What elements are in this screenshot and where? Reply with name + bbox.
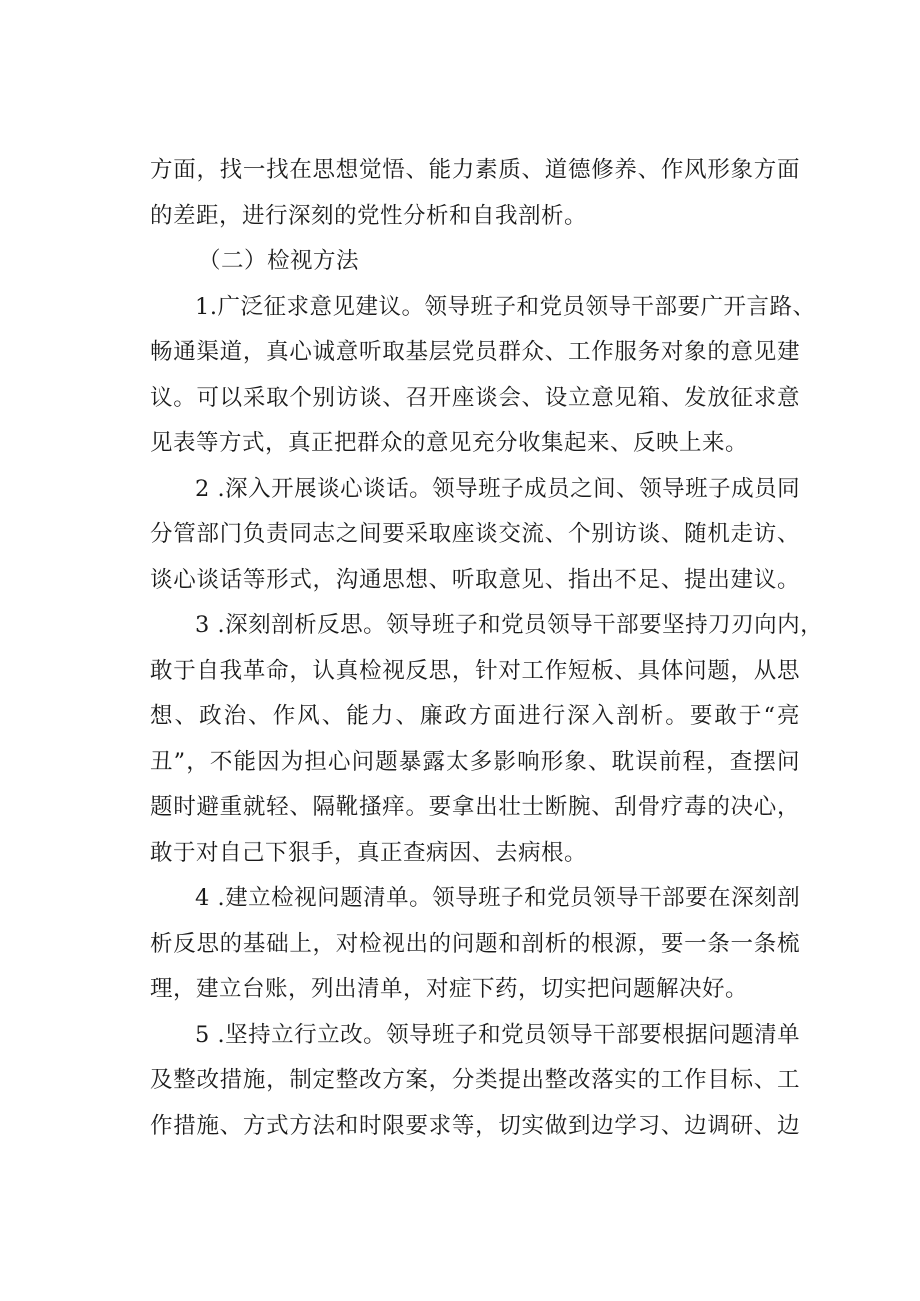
paragraph-line: 2 .深入开展谈心谈话。领导班子成员之间、领导班子成员同 [195,475,801,502]
paragraph-line: 见表等方式，真正把群众的意见充分收集起来、反映上来。 [150,430,749,456]
paragraph-line: 畅通渠道，真心诚意听取基层党员群众、工作服务对象的意见建 [150,339,800,365]
paragraph-line: 谈心谈话等形式，沟通思想、听取意见、指出不足、提出建议。 [150,566,800,593]
paragraph-line: 1.广泛征求意见建议。领导班子和党员领导干部要广开言路、 [195,293,816,320]
paragraph-line: 的差距，进行深刻的党性分析和自我剖析。 [150,202,588,229]
paragraph-line: 敢于对自己下狠手，真正查病因、去病根。 [150,839,588,866]
paragraph-line: 5 .坚持立行立改。领导班子和党员领导干部要根据问题清单 [195,1021,801,1048]
paragraph-line: 及整改措施，制定整改方案，分类提出整改落实的工作目标、工 [150,1067,800,1093]
paragraph-line: 理，建立台账，列出清单，对症下药，切实把问题解决好。 [150,976,749,1002]
paragraph-line: 想、政治、作风、能力、廉政方面进行深入剖析。要敢于“亮 [150,703,800,729]
document-page [150,148,824,1149]
paragraph-line: 议。可以采取个别访谈、召开座谈会、设立意见箱、发放征求意 [150,384,800,411]
paragraph-line: 敢于自我革命，认真检视反思，针对工作短板、具体问题，从思 [150,657,800,684]
section-heading: （二）检视方法 [198,248,360,274]
paragraph-line: 方面，找一找在思想觉悟、能力素质、道德修养、作风形象方面 [150,157,800,183]
paragraph-line: 丑”，不能因为担心问题暴露太多影响形象、耽误前程，查摆问 [150,748,800,775]
paragraph-line: 析反思的基础上，对检视出的问题和剖析的根源，要一条一条梳 [150,930,800,957]
paragraph-line: 题时避重就轻、隔靴搔痒。要拿出壮士断腕、刮骨疗毒的决心， [150,794,800,820]
paragraph-line: 作措施、方式方法和时限要求等，切实做到边学习、边调研、边 [150,1112,800,1139]
paragraph-line: 分管部门负责同志之间要采取座谈交流、个别访谈、随机走访、 [150,521,800,547]
paragraph-line: 3 .深刻剖析反思。领导班子和党员领导干部要坚持刀刃向内， [195,612,824,638]
paragraph-line: 4 .建立检视问题清单。领导班子和党员领导干部要在深刻剖 [195,885,801,911]
